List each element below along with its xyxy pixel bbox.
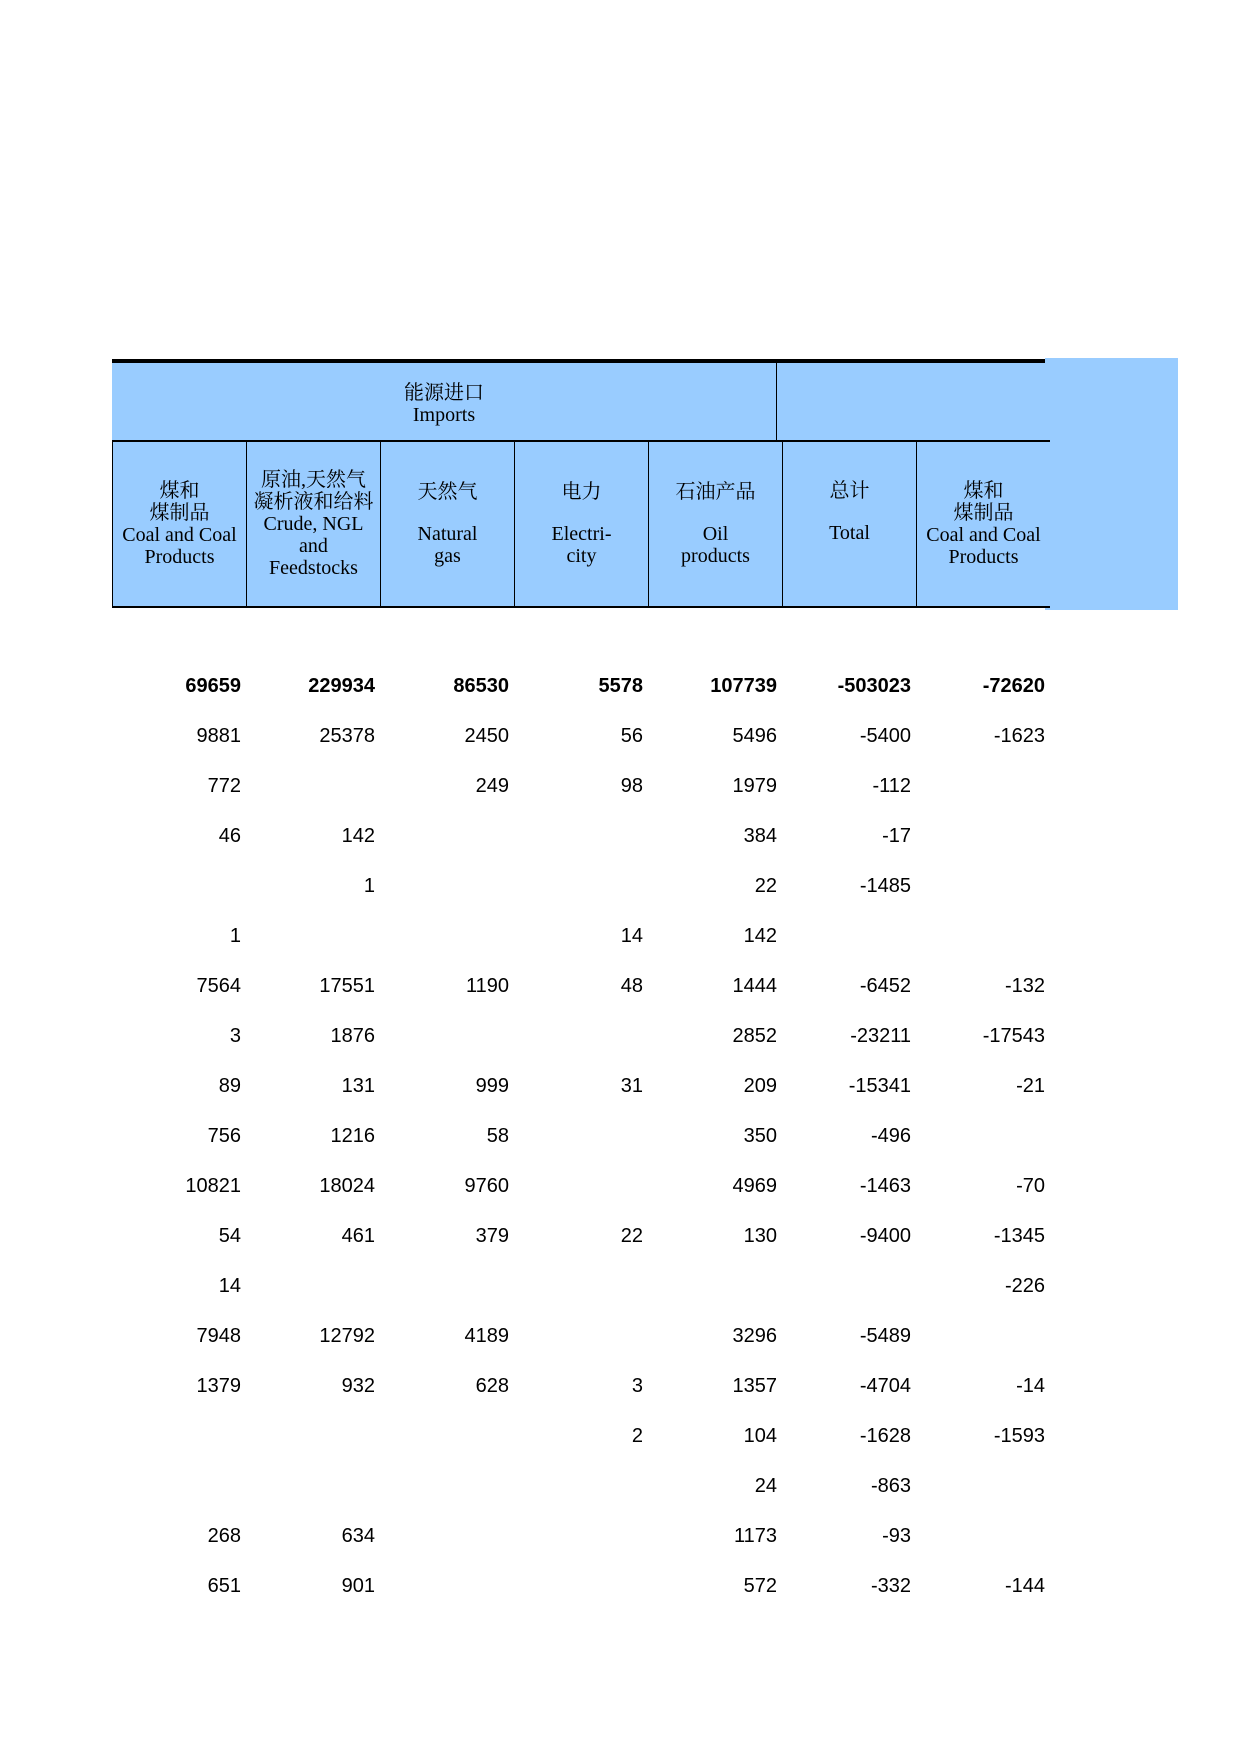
table-cell: 1 <box>229 925 241 947</box>
table-cell: 1173 <box>733 1525 777 1547</box>
table-cell: 17551 <box>319 975 375 997</box>
table-cell: 104 <box>743 1425 777 1447</box>
table-cell: -5489 <box>859 1325 911 1347</box>
total-row-cell: 107739 <box>710 675 777 697</box>
table-cell: -863 <box>870 1475 911 1497</box>
column-header-zh: 电力 <box>561 481 602 503</box>
column-header-en: and <box>299 535 328 557</box>
column-header-en: Natural <box>417 523 478 545</box>
table-cell: 130 <box>743 1225 777 1247</box>
table-cell: 249 <box>475 775 509 797</box>
column-header-zh: 煤和 <box>963 480 1004 502</box>
table-cell: 209 <box>743 1075 777 1097</box>
column-header-en: products <box>681 545 750 567</box>
column-header-oil-products <box>648 440 782 608</box>
table-cell: -1628 <box>859 1425 911 1447</box>
table-cell: 1379 <box>196 1375 241 1397</box>
column-header-coal-exports <box>916 440 1050 608</box>
table-cell: 142 <box>341 825 375 847</box>
table-cell: 14 <box>218 1275 241 1297</box>
table-cell: 268 <box>207 1525 241 1547</box>
table-cell: 46 <box>218 825 241 847</box>
table-cell: 14 <box>620 925 643 947</box>
column-header-en: gas <box>434 545 461 567</box>
table-cell: 142 <box>743 925 777 947</box>
column-header-crude <box>246 440 380 608</box>
table-cell: 58 <box>486 1125 509 1147</box>
table-cell: 7564 <box>196 975 241 997</box>
table-cell: -132 <box>1004 975 1045 997</box>
exports-group-header <box>777 359 1045 445</box>
table-cell: -1593 <box>993 1425 1045 1447</box>
total-row-cell: 229934 <box>308 675 375 697</box>
table-cell: 98 <box>620 775 643 797</box>
table-cell: 628 <box>475 1375 509 1397</box>
table-cell: 1 <box>363 875 375 897</box>
table-cell: 7948 <box>196 1325 241 1347</box>
table-cell: -93 <box>882 1525 911 1547</box>
table-cell: 350 <box>743 1125 777 1147</box>
table-cell: 12792 <box>319 1325 375 1347</box>
table-cell: 384 <box>743 825 777 847</box>
table-cell: 2450 <box>464 725 509 747</box>
imports-header-zh: 能源进口 <box>404 382 484 404</box>
table-cell: 18024 <box>319 1175 375 1197</box>
column-header-total <box>782 440 916 608</box>
table-cell: -332 <box>870 1575 911 1597</box>
total-row-cell: 69659 <box>185 675 241 697</box>
table-cell: 1979 <box>732 775 777 797</box>
table-cell: 89 <box>218 1075 241 1097</box>
column-header-electricity <box>514 440 648 608</box>
imports-header-en: Imports <box>412 404 476 426</box>
table-cell: 1190 <box>465 975 509 997</box>
total-row-cell: 86530 <box>453 675 509 697</box>
column-header-en: Coal and Coal <box>926 524 1041 546</box>
table-cell: -17 <box>882 825 911 847</box>
column-header-en: Coal and Coal <box>122 524 237 546</box>
table-cell: 25378 <box>319 725 375 747</box>
total-row-cell: 5578 <box>598 675 643 697</box>
table-cell: 48 <box>620 975 643 997</box>
column-header-en: Oil <box>702 523 729 545</box>
column-header-zh: 石油产品 <box>675 481 756 503</box>
table-cell: 1216 <box>330 1125 375 1147</box>
table-cell: -21 <box>1016 1075 1045 1097</box>
table-cell: 9881 <box>196 725 241 747</box>
table-cell: -226 <box>1004 1275 1045 1297</box>
table-cell: -496 <box>870 1125 911 1147</box>
table-cell: -112 <box>872 775 911 797</box>
table-cell: 24 <box>754 1475 777 1497</box>
column-header-zh: 凝析液和给料 <box>253 491 374 513</box>
table-cell: -15341 <box>848 1075 911 1097</box>
table-cell: -23211 <box>850 1025 911 1047</box>
table-cell: 22 <box>754 875 777 897</box>
table-cell: 10821 <box>185 1175 241 1197</box>
total-row-cell: -503023 <box>837 675 911 697</box>
table-cell: -1463 <box>859 1175 911 1197</box>
table-cell: 2 <box>631 1425 643 1447</box>
column-header-en: Feedstocks <box>269 557 358 579</box>
column-header-zh: 煤制品 <box>953 502 1014 524</box>
table-cell: -1485 <box>859 875 911 897</box>
table-cell: -17543 <box>982 1025 1045 1047</box>
table-cell: 756 <box>207 1125 241 1147</box>
table-cell: 31 <box>620 1075 643 1097</box>
column-header-natural-gas <box>380 440 514 608</box>
column-header-coal <box>112 440 246 608</box>
column-header-zh: 煤制品 <box>149 502 210 524</box>
table-cell: 4189 <box>464 1325 509 1347</box>
column-header-en: city <box>566 545 597 567</box>
table-cell: -1345 <box>993 1225 1045 1247</box>
table-cell: 131 <box>341 1075 375 1097</box>
column-header-en: Electri- <box>551 523 612 545</box>
column-header-zh: 天然气 <box>417 481 478 503</box>
column-header-en: Crude, NGL <box>263 513 364 535</box>
table-cell: 772 <box>207 775 241 797</box>
column-header-zh: 煤和 <box>159 480 200 502</box>
table-cell: 932 <box>341 1375 375 1397</box>
table-cell: 1444 <box>732 975 777 997</box>
table-cell: 651 <box>207 1575 241 1597</box>
column-header-zh: 原油,天然气 <box>261 469 366 491</box>
column-header-en: Products <box>144 546 215 568</box>
table-cell: 999 <box>475 1075 509 1097</box>
table-cell: -70 <box>1016 1175 1045 1197</box>
table-cell: -6452 <box>859 975 911 997</box>
table-cell: 1876 <box>330 1025 375 1047</box>
table-cell: 3296 <box>732 1325 777 1347</box>
table-cell: -14 <box>1016 1375 1045 1397</box>
column-header-zh: 总计 <box>829 480 870 502</box>
table-cell: 634 <box>341 1525 375 1547</box>
table-cell: -9400 <box>859 1225 911 1247</box>
table-cell: 572 <box>743 1575 777 1597</box>
table-cell: 5496 <box>732 725 777 747</box>
table-cell: 22 <box>620 1225 643 1247</box>
table-cell: -1623 <box>993 725 1045 747</box>
table-cell: -5400 <box>859 725 911 747</box>
total-row-cell: -72620 <box>982 675 1045 697</box>
table-cell: 379 <box>475 1225 509 1247</box>
table-cell: 4969 <box>732 1175 777 1197</box>
table-cell: -144 <box>1004 1575 1045 1597</box>
table-cell: 3 <box>631 1375 643 1397</box>
table-cell: 461 <box>341 1225 375 1247</box>
column-header-en: Products <box>948 546 1019 568</box>
column-header-en: Total <box>829 522 870 544</box>
table-cell: 901 <box>341 1575 375 1597</box>
header-background-extension <box>1045 358 1178 610</box>
table-cell: 2852 <box>732 1025 777 1047</box>
table-cell: 56 <box>620 725 643 747</box>
table-cell: 54 <box>218 1225 241 1247</box>
table-cell: 1357 <box>732 1375 777 1397</box>
table-cell: 9760 <box>464 1175 509 1197</box>
table-cell: -4704 <box>859 1375 911 1397</box>
imports-group-header <box>112 359 777 445</box>
table-cell: 3 <box>229 1025 241 1047</box>
